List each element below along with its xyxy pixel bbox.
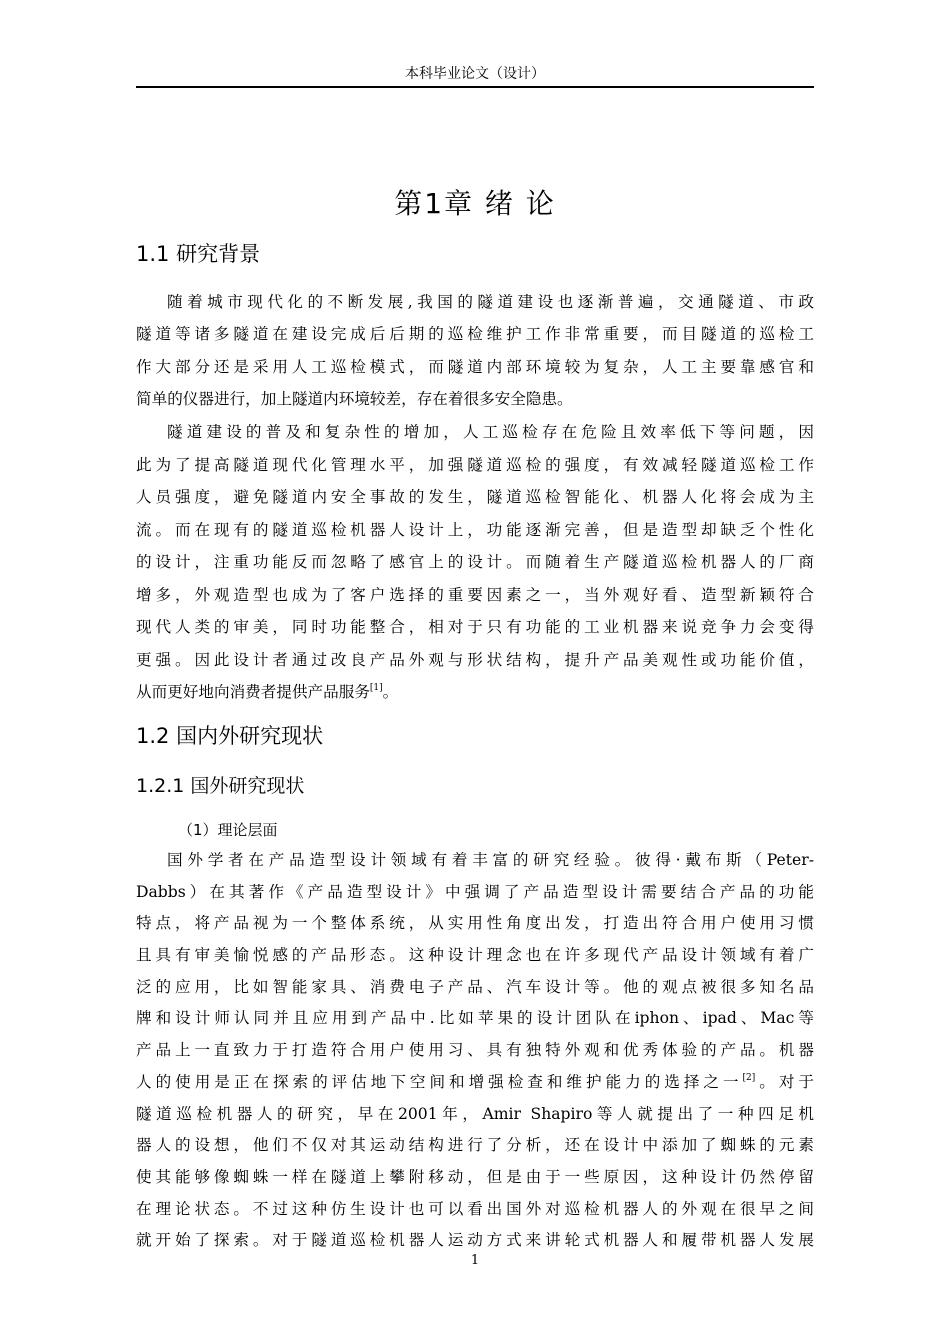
text-line: 产品上一直致力于打造符合用户使用习、具有独特外观和优秀体验的产品。机器: [136, 1041, 814, 1060]
text-line: 随着城市现代化的不断发展,我国的隧道建设也逐渐普遍，交通隧道、市政: [167, 293, 814, 311]
text-line: 现代人类的审美，同时功能整合，相对于只有功能的工业机器来说竞争力会变得: [136, 618, 814, 636]
text-line-content: 人的使用是正在探索的评估地下空间和增强检查和维护能力的选择之一: [136, 1072, 743, 1091]
text-line: 流。而在现有的隧道巡检机器人设计上，功能逐渐完善，但是造型却缺乏个性化: [136, 520, 814, 539]
text-line-end: 。: [382, 683, 399, 701]
paragraph-background-1: [136, 286, 814, 415]
text-line: 人员强度，避免隧道内安全事故的发生，隧道巡检智能化、机器人化将会成为主: [136, 488, 814, 506]
text-line: 使其能够像蜘蛛一样在隧道上攀附移动，但是由于一些原因，这种设计仍然停留: [136, 1167, 814, 1186]
text-line: [136, 1067, 814, 1099]
text-line: 隧道建设的普及和复杂性的增加，人工巡检存在危险且效率低下等问题，因: [167, 423, 814, 441]
text-line: 且具有审美愉悦感的产品形态。这种设计理念也在许多现代产品设计领域有着广: [136, 946, 814, 965]
text-line: 此为了提高隧道现代化管理水平，加强隧道巡检的强度，有效减轻隧道巡检工作: [136, 455, 814, 474]
page-number: 1: [470, 1253, 480, 1268]
text-line: 在理论状态。不过这种仿生设计也可以看出国外对巡检机器人的外观在很早之间: [136, 1199, 814, 1218]
citation: [1]: [369, 683, 383, 693]
text-line: 器人的设想，他们不仅对其运动结构进行了分析，还在设计中添加了蜘蛛的元素: [136, 1136, 814, 1155]
section-heading-1-2: 1.2 国内外研究现状: [136, 724, 324, 748]
text-line: 就开始了探索。对于隧道巡检机器人运动方式来讲轮式机器人和履带机器人发展: [136, 1231, 814, 1250]
text-line: 简单的仪器进行，加上隧道内环境较差，存在着很多安全隐患。: [136, 389, 573, 408]
section-heading-1-2-1: 1.2.1 国外研究现状: [136, 775, 305, 797]
header-rule: [136, 86, 814, 88]
text-line: 作大部分还是采用人工巡检模式，而隧道内部环境较为复杂，人工主要靠感官和: [136, 357, 814, 376]
citation: [2]: [742, 1072, 756, 1083]
text-line: [136, 676, 814, 709]
text-line: 增多，外观造型也成为了客户选择的重要因素之一，当外观好看、造型新颖符合: [136, 585, 814, 604]
text-line: 更强。因此设计者通过改良产品外观与形状结构，提升产品美观性或功能价值，: [136, 650, 814, 669]
text-line: 隧道巡检机器人的研究，早在2001年，Amir Shapiro等人就提出了一种四足机: [136, 1104, 814, 1123]
paragraph-foreign-research: [136, 845, 814, 1257]
paragraph-background-2: [136, 416, 814, 709]
chapter-title: 第1章 绪 论: [394, 187, 556, 220]
text-line: 国外学者在产品造型设计领域有着丰富的研究经验。彼得·戴布斯（Peter-: [167, 851, 814, 869]
text-line-content: 从而更好地向消费者提供产品服务: [136, 683, 370, 701]
text-line: 特点，将产品视为一个整体系统，从实用性角度出发，打造出符合用户使用习惯: [136, 914, 814, 933]
text-line: 泛的应用，比如智能家具、消费电子产品、汽车设计等。他的观点被很多知名品: [136, 977, 814, 996]
text-line: Dabbs）在其著作《产品造型设计》中强调了产品造型设计需要结合产品的功能: [136, 882, 814, 901]
text-line: 牌和设计师认同并且应用到产品中.比如苹果的设计团队在iphon、ipad、Mac等: [136, 1009, 814, 1028]
section-heading-1-1: 1.1 研究背景: [136, 242, 261, 266]
text-line-end: 。对于: [755, 1072, 814, 1091]
text-line: 隧道等诸多隧道在建设完成后后期的巡检维护工作非常重要，而目隧道的巡检工: [136, 325, 814, 344]
subheading-theory: （1）理论层面: [178, 821, 278, 839]
text-line: 的设计，注重功能反而忽略了感官上的设计。而随着生产隧道巡检机器人的厂商: [136, 553, 814, 571]
running-header: 本科毕业论文（设计）: [405, 66, 545, 82]
